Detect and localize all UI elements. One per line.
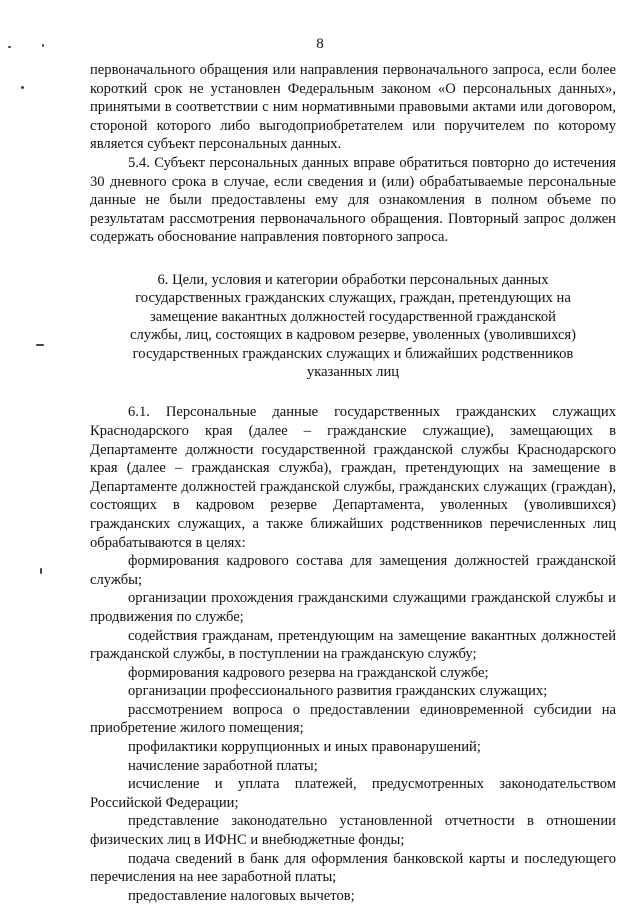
scan-speck: [40, 568, 42, 574]
list-item: начисление заработной платы;: [128, 757, 318, 774]
document-body: [90, 61, 616, 905]
list-item: формирования кадрового состава для замещения должностей гражданской службы;: [90, 553, 616, 588]
list-item: представление законодательно установленной отчетности в отношении физических лиц в ИФНС и внебюджетные фонды;: [90, 813, 616, 849]
scan-speck: [21, 86, 24, 89]
list-item: подача сведений в банк для оформления банковской карты и последующего перечисления на нее заработной платы;: [90, 850, 616, 886]
paragraph-5-4: 5.4. Субъект персональных данных вправе обратиться повторно до истечения 30 дневного срока в случае, если сведения и (или) обрабатываемые персональные данные не были предоставлены ему для ознакомления в полном объеме по результатам рассмотрения первоначального обращения. Повторный запрос должен содержать обоснование направления повторного запроса.: [90, 154, 616, 246]
page-number: 8: [316, 36, 324, 52]
list-item: формирования кадрового резерва на гражданской службе;: [128, 664, 489, 681]
list-item: рассмотрением вопроса о предоставлении единовременной субсидии на приобретение жилого помещения;: [90, 701, 616, 737]
list-item: исчисление и уплата платежей, предусмотренных законодательством Российской Федерации;: [90, 776, 616, 811]
section-6-heading: 6. Цели, условия и категории обработки персональных данных государственных гражданских служащих, граждан, претендующих на замещение вакантных должностей государственной гражданской службы, лиц, состоящих в кадровом резерве, уволенных (уволившихся) государственных гражданских служащих и ближайших родственников указанных лиц: [129, 271, 576, 380]
list-item: содействия гражданам, претендующим на замещение вакантных должностей гражданской службы, в поступлении на гражданскую службу;: [90, 627, 616, 663]
list-item: организации прохождения гражданскими служащими гражданской службы и продвижения по службе;: [90, 590, 616, 625]
paragraph-continuation: первоначального обращения или направления первоначального запроса, если более короткий срок не установлен Федеральным законом «О персональных данных», принятыми в соответствии с ним нормативными правовыми актами или договором, стороной которого либо выгодоприобретателем или поручителем по которому является субъект персональных данных.: [90, 62, 616, 153]
list-item: профилактики коррупционных и иных правонарушений;: [128, 739, 481, 756]
list-item: организации профессионального развития гражданских служащих;: [128, 683, 548, 700]
paragraph-6-1: 6.1. Персональные данные государственных гражданских служащих Краснодарского края (далее – гражданские служащие), замещающих в Департаменте должности государственной гражданской службы Краснодарского края (далее – гражданская служба), граждан, претендующих на замещение в Департаменте должностей гражданской службы, гражданских служащих (граждан), состоящих в кадровом резерве Департамента, уволенных (уволившихся) гражданских служащих, а также ближайших родственников перечисленных лиц обрабатываются в целях:: [90, 404, 616, 551]
scan-speck: [36, 344, 44, 346]
list-item: предоставление налоговых вычетов;: [128, 887, 355, 904]
